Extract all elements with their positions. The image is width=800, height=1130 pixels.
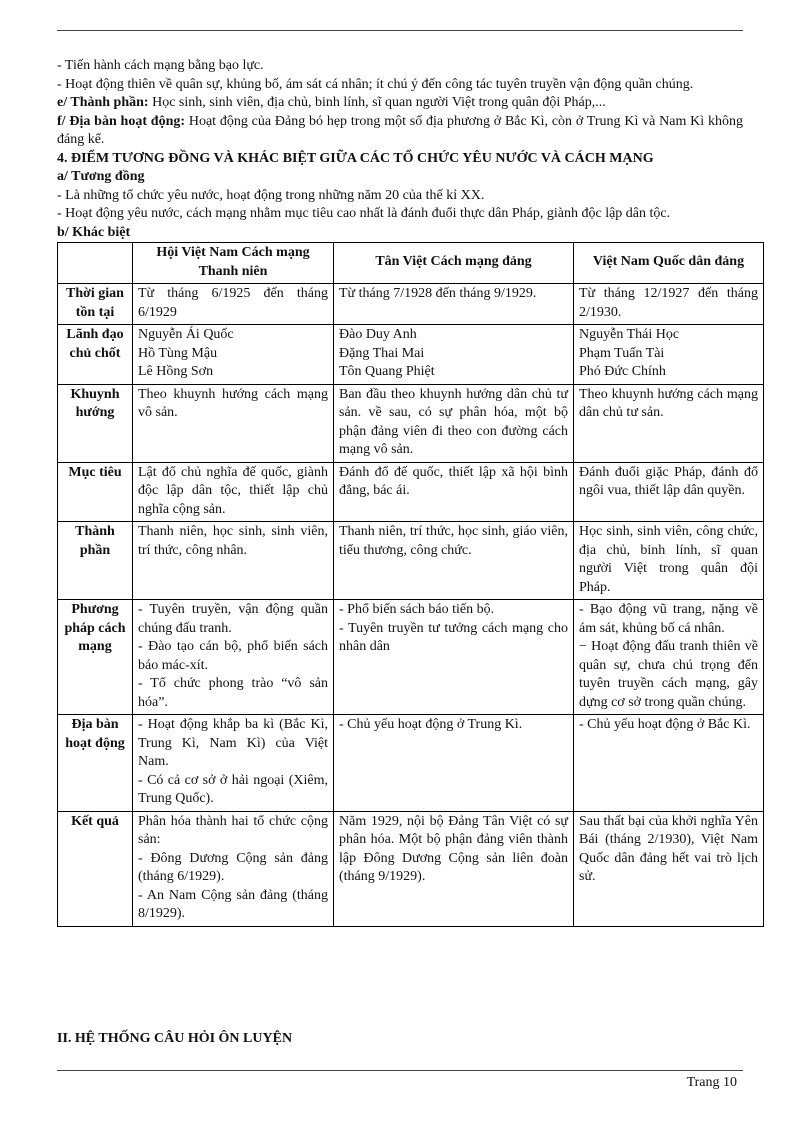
row-label: Mục tiêu [58, 462, 133, 522]
intro-line-1: - Tiến hành cách mạng bằng bạo lực. [57, 58, 264, 73]
row-label: Kết quả [58, 811, 133, 926]
cell-line: Từ tháng 12/1927 đến tháng 2/1930. [579, 286, 758, 320]
table-header-row [58, 243, 764, 284]
table-row [58, 811, 764, 926]
table-cell [574, 811, 764, 926]
cell-line: Sau thất bại của khởi nghĩa Yên Bái (tháng 2/1930), Việt Nam Quốc dân đảng hết vai trò lịch sử. [579, 813, 758, 884]
header-cell-empty [58, 243, 133, 284]
cell-line: - Hoạt động khắp ba kì (Bắc Kì, Trung Kì, Nam Kì) của Việt Nam. [138, 717, 328, 769]
cell-line: - Phổ biến sách báo tiến bộ. [339, 602, 495, 617]
cell-line: Nguyễn Ái Quốc [138, 327, 234, 342]
table-cell [133, 600, 334, 715]
cell-line: Năm 1929, nội bộ Đảng Tân Việt có sự phân hóa. Một bộ phận đảng viên thành lập Đông Dương Cộng sản liên đoàn (tháng 9/1929). [339, 813, 568, 884]
section-e-label: e/ Thành phần: [57, 95, 149, 110]
table-cell [334, 715, 574, 812]
table-cell [334, 325, 574, 385]
table-cell [334, 811, 574, 926]
row-label: Khuynh hướng [58, 384, 133, 462]
table-cell [574, 600, 764, 715]
header-cell-tan-viet: Tân Việt Cách mạng đảng [334, 243, 574, 284]
table-row [58, 715, 764, 812]
cell-line: - Đông Dương Cộng sản đảng (tháng 6/1929). [138, 850, 328, 884]
table-cell [133, 811, 334, 926]
table-cell [334, 462, 574, 522]
cell-line: Nguyễn Thái Học [579, 327, 680, 342]
page-number: Trang 10 [686, 1075, 737, 1090]
header-cell-thanh-nien: Hội Việt Nam Cách mạng Thanh niên [133, 243, 334, 284]
section-f-text: Hoạt động của Đảng bó hẹp trong một số địa phương ở Bắc Kì, còn ở Trung Kì và Nam Kì không đáng kể. [57, 113, 743, 147]
cell-line: - Chủ yếu hoạt động ở Bắc Kì. [579, 717, 751, 732]
header-cell-quoc-dan-dang: Việt Nam Quốc dân đảng [574, 243, 764, 284]
cell-line: Học sinh, sinh viên, công chức, địa chủ, binh lính, sĩ quan người Việt trong quân đội Pháp. [579, 524, 758, 595]
cell-line: Thanh niên, học sinh, sinh viên, trí thức, công nhân. [138, 524, 328, 558]
footer-rule [57, 1070, 743, 1071]
table-row [58, 462, 764, 522]
table-row [58, 600, 764, 715]
table-row [58, 384, 764, 462]
row-label: Thời gian tồn tại [58, 284, 133, 325]
cell-line: Ban đầu theo khuynh hướng dân chủ tư sản. về sau, có sự phân hóa, một bộ phận đảng viên đi theo con đường cách mạng vô sản. [339, 386, 568, 457]
cell-line: Hồ Tùng Mậu [138, 345, 218, 361]
cell-line: - Chủ yếu hoạt động ở Trung Kì. [339, 717, 523, 732]
cell-line: Phân hóa thành hai tổ chức cộng sản: [138, 813, 328, 847]
row-label: Phương pháp cách mạng [58, 600, 133, 715]
cell-line: - Tuyên truyền, vận động quần chúng đấu tranh. [138, 602, 328, 636]
table-row [58, 522, 764, 600]
table-body [58, 284, 764, 927]
similarity-line-1: - Là những tổ chức yêu nước, hoạt động trong những năm 20 của thế kỉ XX. [57, 187, 485, 203]
table-cell [133, 325, 334, 385]
cell-line: Đặng Thai Mai [339, 345, 425, 361]
difference-heading: b/ Khác biệt [57, 224, 131, 240]
table-cell [334, 600, 574, 715]
table-row [58, 284, 764, 325]
header-rule [57, 30, 743, 31]
cell-line: Lê Hồng Sơn [138, 364, 214, 379]
table-cell [133, 715, 334, 812]
cell-line: Phó Đức Chính [579, 364, 666, 379]
table-cell [133, 384, 334, 462]
table-cell [574, 462, 764, 522]
similarity-heading: a/ Tương đồng [57, 169, 145, 184]
section-ii-title: II. HỆ THỐNG CÂU HỎI ÔN LUYỆN [57, 1031, 293, 1046]
cell-line: - Bạo động vũ trang, nặng về ám sát, khủng bố cá nhân. [579, 602, 758, 636]
cell-line: - Tổ chức phong trào “vô sản hóa”. [138, 676, 328, 710]
comparison-table [57, 242, 764, 927]
page-content [57, 57, 758, 927]
cell-line: - Đào tạo cán bộ, phổ biến sách báo mác-xít. [138, 639, 328, 673]
cell-line: - An Nam Cộng sản đảng (tháng 8/1929). [138, 887, 328, 921]
cell-line: Từ tháng 7/1928 đến tháng 9/1929. [339, 286, 537, 301]
section-4-title: 4. ĐIỂM TƯƠNG ĐỒNG VÀ KHÁC BIỆT GIỮA CÁC TỔ CHỨC YÊU NƯỚC VÀ CÁCH MẠNG [57, 150, 654, 166]
similarity-line-2: - Hoạt động yêu nước, cách mạng nhằm mục tiêu cao nhất là đánh đuổi thực dân Pháp, giành độc lập dân tộc. [57, 206, 671, 221]
cell-line: - Có cả cơ sở ở hải ngoại (Xiêm, Trung Quốc). [138, 772, 328, 806]
cell-line: Đào Duy Anh [339, 327, 417, 342]
cell-line: Lật đổ chủ nghĩa đế quốc, giành độc lập dân tộc, thiết lập chủ nghĩa cộng sản. [138, 464, 328, 517]
section-e [57, 94, 743, 113]
table-cell [574, 384, 764, 462]
cell-line: Đánh đuổi giặc Pháp, đánh đổ ngôi vua, thiết lập dân quyền. [579, 464, 758, 498]
row-label: Thành phần [58, 522, 133, 600]
cell-line: Đánh đổ đế quốc, thiết lập xã hội bình đẳng, bác ái. [339, 464, 568, 498]
table-cell [334, 284, 574, 325]
cell-line: Theo khuynh hướng cách mạng dân chủ tư sản. [579, 386, 758, 420]
section-f-label: f/ Địa bàn hoạt động: [57, 113, 186, 129]
table-cell [334, 522, 574, 600]
cell-line: Theo khuynh hướng cách mạng vô sản. [138, 386, 328, 420]
row-label: Địa bàn hoạt động [58, 715, 133, 812]
cell-line: − Hoạt động đấu tranh thiên về quân sự, chưa chú trọng đến tuyên truyền cách mạng, gây dựng cơ sở trong quần chúng. [579, 639, 758, 710]
row-label: Lãnh đạo chủ chốt [58, 325, 133, 385]
intro-line-2: - Hoạt động thiên về quân sự, khủng bố, ám sát cá nhân; ít chú ý đến công tác tuyên truyền vận động quần chúng. [57, 76, 694, 92]
table-cell [133, 462, 334, 522]
cell-line: - Tuyên truyền tư tưởng cách mạng cho nhân dân [339, 620, 568, 654]
cell-line: Từ tháng 6/1925 đến tháng 6/1929 [138, 286, 328, 320]
table-cell [133, 522, 334, 600]
table-cell [574, 325, 764, 385]
cell-line: Phạm Tuấn Tài [579, 345, 665, 361]
section-f [57, 113, 743, 150]
table-cell [334, 384, 574, 462]
table-row [58, 325, 764, 385]
cell-line: Tôn Quang Phiệt [339, 364, 435, 379]
cell-line: Thanh niên, trí thức, học sinh, giáo viên, tiểu thương, công chức. [339, 524, 568, 558]
table-cell [574, 715, 764, 812]
table-cell [574, 284, 764, 325]
table-cell [574, 522, 764, 600]
section-e-text: Học sinh, sinh viên, địa chủ, binh lính, sĩ quan người Việt trong quân đội Pháp,... [148, 95, 606, 110]
table-cell [133, 284, 334, 325]
